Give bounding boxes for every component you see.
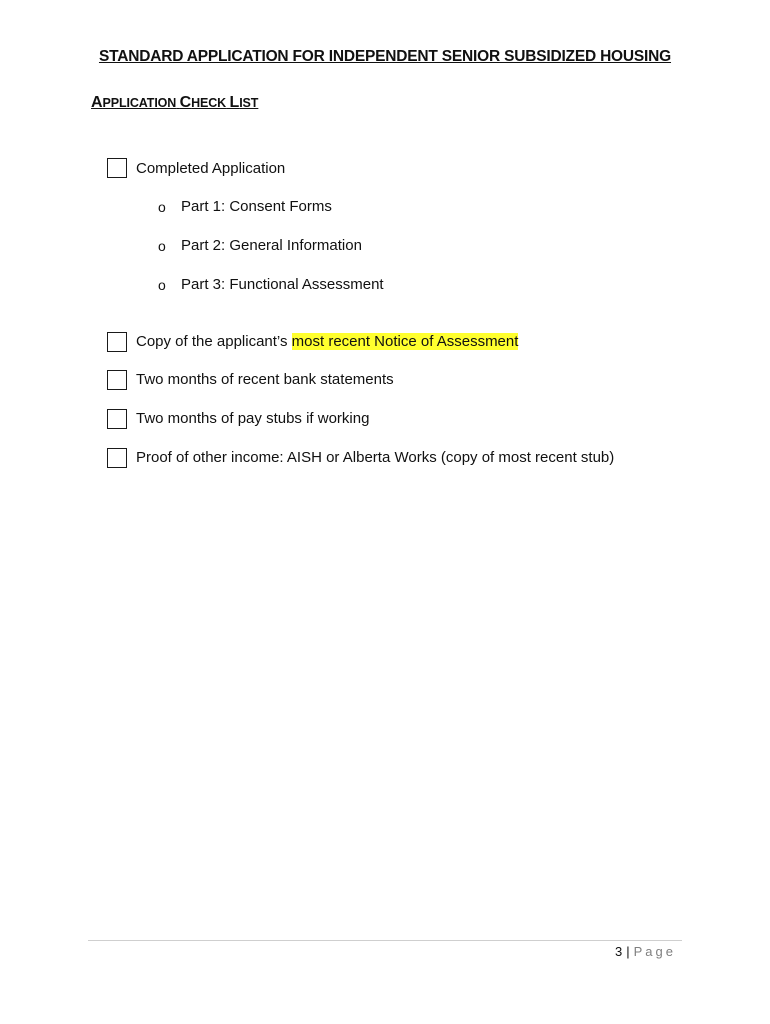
heading-rest-list: IST: [239, 96, 259, 110]
checkbox-completed-application[interactable]: [107, 158, 127, 178]
checkbox-other-income[interactable]: [107, 448, 127, 468]
sub-item-part-2: Part 2: General Information: [181, 237, 362, 254]
heading-initial-l: L: [229, 94, 240, 111]
page-separator: |: [626, 944, 630, 959]
notice-label-prefix: Copy of the applicant’s: [136, 333, 292, 350]
checklist-item-other-income: Proof of other income: AISH or Alberta Works (copy of most recent stub): [136, 449, 615, 466]
heading-initial-c: C: [179, 94, 192, 111]
sub-item-bullet: o: [158, 199, 166, 215]
section-heading-application-check-list: [91, 94, 258, 112]
footer-divider: [88, 940, 682, 941]
checklist-item-notice-of-assessment: [136, 333, 518, 351]
checklist-item-completed-application: Completed Application: [136, 160, 286, 177]
sub-item-bullet: o: [158, 238, 166, 254]
heading-rest-application: PPLICATION: [102, 96, 177, 110]
highlighted-text: most recent Notice of Assessment: [291, 333, 519, 350]
page-number: 3: [615, 944, 623, 959]
checkbox-notice-of-assessment[interactable]: [107, 332, 127, 352]
checkbox-pay-stubs[interactable]: [107, 409, 127, 429]
heading-initial-a: A: [91, 94, 103, 111]
page-word: Page: [633, 944, 676, 959]
heading-rest-check: HECK: [191, 96, 227, 110]
sub-item-part-3: Part 3: Functional Assessment: [181, 276, 384, 293]
checkbox-bank-statements[interactable]: [107, 370, 127, 390]
sub-item-part-1: Part 1: Consent Forms: [181, 198, 332, 215]
document-title: STANDARD APPLICATION FOR INDEPENDENT SENIOR SUBSIDIZED HOUSING: [98, 48, 672, 65]
sub-item-bullet: o: [158, 277, 166, 293]
checklist-item-pay-stubs: Two months of pay stubs if working: [136, 410, 370, 427]
page-footer: [615, 943, 676, 961]
checklist-item-bank-statements: Two months of recent bank statements: [136, 371, 394, 388]
